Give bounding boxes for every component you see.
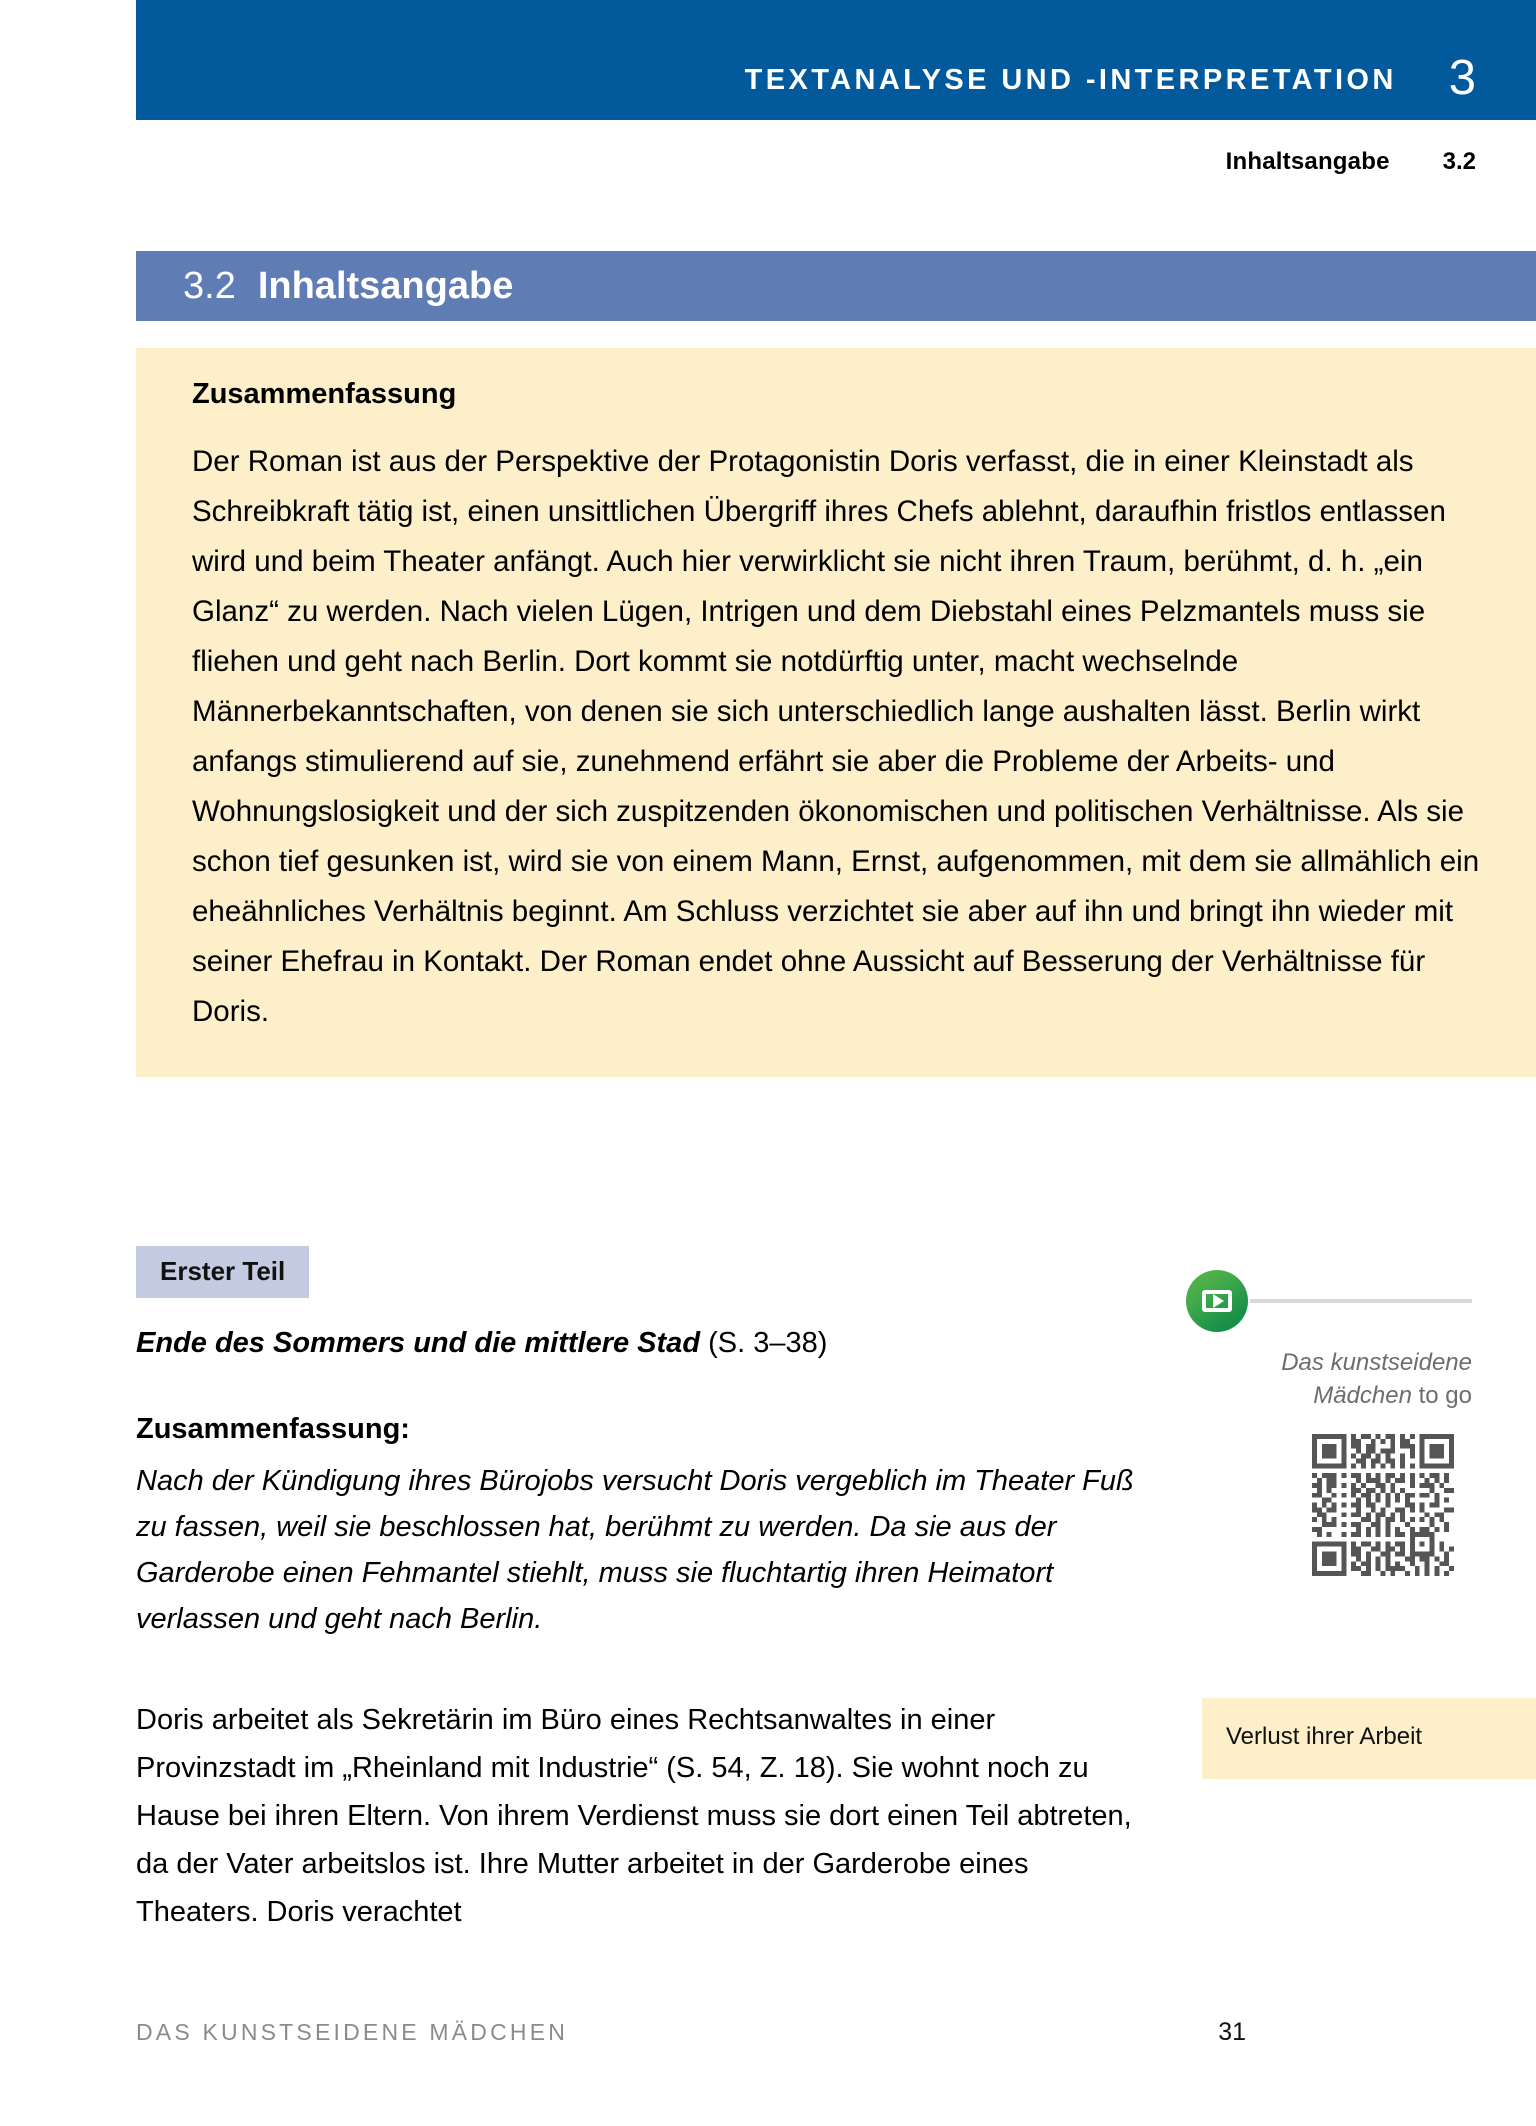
summary-paragraph: Der Roman ist aus der Perspektive der Protagonistin Doris verfasst, die in einer Kleinstadt als Schreibkraft tätig ist, einen unsittlichen Übergriff ihres Chefs ablehnt, daraufhin fristlos entlassen wird und beim Theater anfängt. Auch hier verwirklicht sie nicht ihren Traum, berühmt, d. h. „ein Glanz“ zu werden. Nach vielen Lügen, Intrigen und dem Diebstahl eines Pelzmantels muss sie fliehen und geht nach Berlin. Dort kommt sie notdürftig unter, macht wechselnde Männerbekanntschaften, von denen sie sich unterschiedlich lange aushalten lässt. Berlin wirkt anfangs stimulierend auf sie, zunehmend erfährt sie aber die Probleme der Arbeits- und Wohnungslosigkeit und der sich zuspitzenden ökonomischen und politischen Verhältnisse. Als sie schon tief gesunken ist, wird sie von einem Mann, Ernst, aufgenommen, mit dem sie allmählich ein eheähnliches Verhältnis beginnt. Am Schluss verzichtet sie aber auf ihn und bringt ihn wieder mit seiner Ehefrau in Kontakt. Der Roman endet ohne Aussicht auf Besserung der Verhältnisse für Doris. — [192, 445, 1480, 1028]
footer-page-number: 31 — [1218, 2018, 1246, 2046]
qr-code[interactable] — [1312, 1434, 1454, 1576]
part-body-paragraph: Doris arbeitet als Sekretärin im Büro eines Rechtsanwaltes in einer Provinzstadt im „Rheinland mit Industrie“ (S. 54, Z. 18). Sie wohnt noch zu Hause bei ihren Eltern. Von ihrem Verdienst muss sie dort einen Teil abtreten, da der Vater arbeitslos ist. Ihre Mutter arbeitet in der Garderobe eines Theaters. Doris verachtet — [136, 1704, 1132, 1928]
video-caption-title: Das kunstseidene Mädchen — [1281, 1349, 1472, 1409]
page-footer — [136, 2018, 1246, 2047]
section-number: 3.2 — [183, 264, 236, 307]
section-title: Inhaltsangabe — [257, 264, 514, 307]
main-content-column — [136, 1246, 1146, 1936]
summary-heading: Zusammenfassung — [192, 378, 457, 410]
summary-box — [136, 348, 1536, 1077]
page-header-inner — [136, 49, 1536, 105]
margin-note: Verlust ihrer Arbeit — [1202, 1698, 1536, 1779]
page-header-bar — [136, 0, 1536, 120]
play-video-icon[interactable] — [1186, 1270, 1248, 1332]
section-title-bar — [136, 251, 1536, 321]
part-subtitle — [136, 1327, 1146, 1360]
video-caption-suffix: to go — [1411, 1382, 1472, 1409]
part-summary-text: Nach der Kündigung ihres Bürojobs versucht Doris vergeblich im Theater Fuß zu fassen, weil sie beschlossen hat, berühmt zu werden. Da sie aus der Garderobe einen Fehmantel stiehlt, muss sie fluchtartig ihren Heimatort verlassen und geht nach Berlin. — [136, 1465, 1134, 1635]
video-link-row[interactable] — [1186, 1270, 1536, 1332]
footer-book-title: DAS KUNSTSEIDENE MÄDCHEN — [136, 2019, 569, 2045]
chapter-number: 3 — [1448, 51, 1476, 105]
page-header-title: TEXTANALYSE UND -INTERPRETATION — [744, 64, 1397, 96]
video-caption — [1186, 1346, 1536, 1412]
part-subtitle-emphasis: Ende des Sommers und die mittlere Stad — [136, 1327, 701, 1359]
play-triangle-icon — [1213, 1294, 1224, 1308]
margin-column — [1186, 1270, 1536, 1576]
video-screen-shape — [1202, 1290, 1232, 1312]
part-summary-heading: Zusammenfassung: — [136, 1413, 410, 1445]
running-head-label: Inhaltsangabe — [1225, 148, 1390, 175]
part-subtitle-pages: (S. 3–38) — [700, 1327, 828, 1359]
running-head — [1226, 148, 1476, 176]
video-rule-line — [1250, 1299, 1472, 1303]
part-badge: Erster Teil — [136, 1246, 309, 1298]
running-head-number: 3.2 — [1442, 148, 1476, 175]
qr-code-wrapper[interactable] — [1186, 1434, 1536, 1576]
